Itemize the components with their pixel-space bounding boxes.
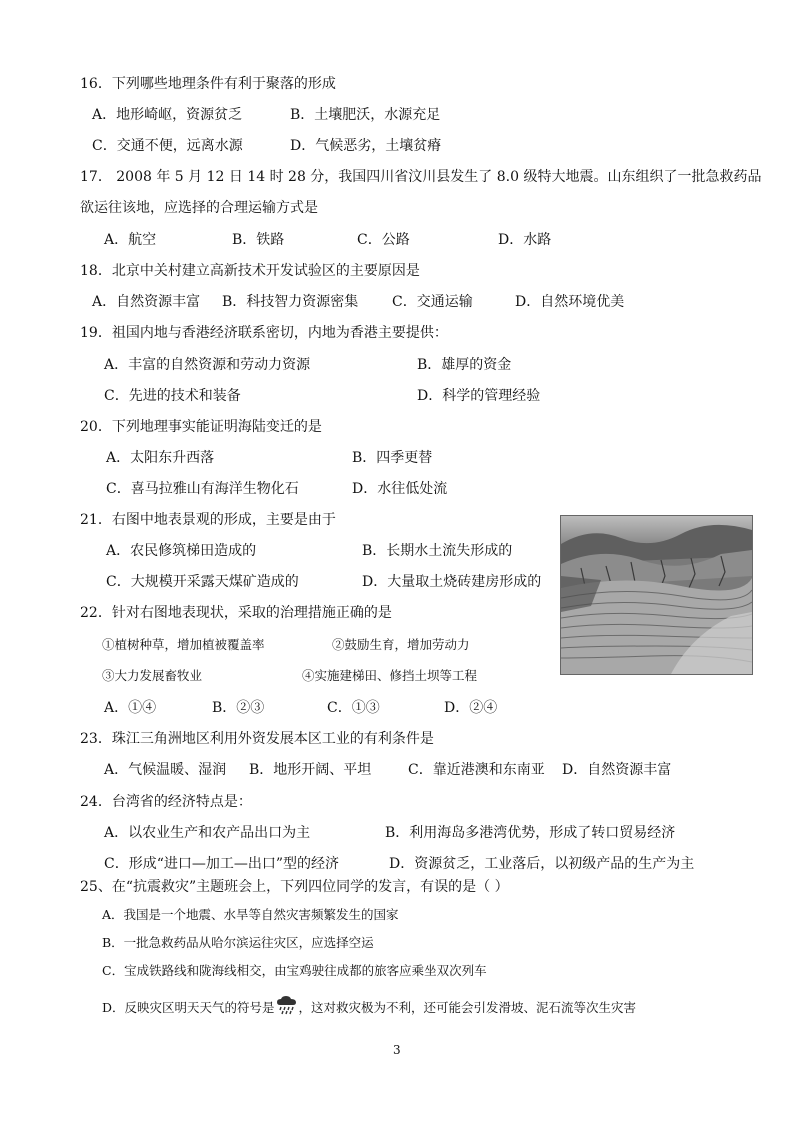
question-24-stem: 24．台湾省的经济特点是： — [80, 794, 252, 810]
question-16-stem: 16．下列哪些地理条件有利于聚落的形成 — [80, 76, 336, 92]
question-21-stem: 21．右图中地表景观的形成，主要是由于 — [80, 512, 336, 528]
q22-measure-4: ④实施建梯田、修挡土坝等工程 — [302, 668, 478, 683]
q25-option-b: B．一批急救药品从哈尔滨运往灾区，应选择空运 — [102, 935, 374, 950]
q21-option-a: A．农民修筑梯田造成的 — [106, 543, 257, 559]
question-19-stem: 19．祖国内地与香港经济联系密切，内地为香港主要提供： — [80, 325, 448, 341]
q24-option-d: D．资源贫乏，工业落后，以初级产品的生产为主 — [389, 856, 695, 872]
q23-option-d: D．自然资源丰富 — [562, 762, 672, 778]
q16-option-c: C．交通不便，远离水源 — [92, 138, 243, 154]
eroded-landscape-photo — [560, 515, 753, 675]
q19-option-d: D．科学的管理经验 — [417, 388, 541, 404]
question-25-stem: 25、在“抗震救灾”主题班会上，下列四位同学的发言，有误的是（ ） — [80, 879, 509, 895]
question-17-stem-line1: 17． 2008 年 5 月 12 日 14 时 28 分，我国四川省汶川县发生了 8.0 级特大地震。山东组织了一批急救药品 — [80, 169, 762, 185]
q21-option-c: C．大规模开采露天煤矿造成的 — [106, 574, 299, 590]
q24-option-c: C．形成“进口—加工—出口”型的经济 — [104, 856, 340, 872]
q18-option-d: D．自然环境优美 — [515, 294, 625, 310]
q19-option-a: A．丰富的自然资源和劳动力资源 — [104, 357, 311, 373]
q19-option-c: C．先进的技术和装备 — [104, 388, 241, 404]
q25-option-d-after: ，这对救灾极为不利，还可能会引发滑坡、泥石流等次生灾害 — [298, 1000, 637, 1015]
q18-option-c: C．交通运输 — [392, 294, 473, 310]
page-number: 3 — [393, 1043, 401, 1057]
q22-measure-1: ①植树种草，增加植被覆盖率 — [102, 637, 265, 652]
q21-option-d: D．大量取土烧砖建房形成的 — [362, 574, 542, 590]
q25-option-d-before: D．反映灾区明天天气的符号是 — [102, 1000, 275, 1015]
q24-option-b: B．利用海岛多港湾优势，形成了转口贸易经济 — [385, 825, 676, 841]
q25-option-c: C．宝成铁路线和陇海线相交，由宝鸡驶往成都的旅客应乘坐双次列车 — [102, 963, 487, 978]
q20-option-c: C．喜马拉雅山有海洋生物化石 — [106, 481, 299, 497]
q22-option-a: A．①④ — [104, 700, 157, 716]
q22-option-c: C．①③ — [327, 700, 380, 716]
question-18-stem: 18．北京中关村建立高新技术开发试验区的主要原因是 — [80, 263, 420, 279]
q22-option-b: B．②③ — [212, 700, 265, 716]
q18-option-a: A．自然资源丰富 — [92, 294, 201, 310]
q17-option-b: B．铁路 — [232, 232, 285, 248]
q16-option-d: D．气候恶劣，土壤贫瘠 — [290, 138, 442, 154]
q16-option-a: A．地形崎岖，资源贫乏 — [92, 107, 243, 123]
q18-option-b: B．科技智力资源密集 — [222, 294, 359, 310]
q20-option-b: B．四季更替 — [352, 450, 433, 466]
q21-option-b: B．长期水土流失形成的 — [362, 543, 513, 559]
q22-measure-2: ②鼓励生育，增加劳动力 — [332, 637, 470, 652]
q17-option-a: A．航空 — [104, 232, 157, 248]
q16-option-b: B．土壤肥沃，水源充足 — [290, 107, 441, 123]
q25-option-a: A．我国是一个地震、水旱等自然灾害频繁发生的国家 — [102, 907, 399, 922]
q22-measure-3: ③大力发展畜牧业 — [102, 668, 203, 683]
q19-option-b: B．雄厚的资金 — [417, 357, 512, 373]
q22-option-d: D．②④ — [444, 700, 498, 716]
thunderstorm-rain-icon — [276, 995, 298, 1020]
q20-option-a: A．太阳东升西落 — [106, 450, 215, 466]
question-22-stem: 22．针对右图地表现状，采取的治理措施正确的是 — [80, 605, 392, 621]
q23-option-a: A．气候温暖、湿润 — [104, 762, 227, 778]
q20-option-d: D．水往低处流 — [352, 481, 448, 497]
question-20-stem: 20．下列地理事实能证明海陆变迁的是 — [80, 419, 322, 435]
question-23-stem: 23．珠江三角洲地区利用外资发展本区工业的有利条件是 — [80, 731, 434, 747]
q17-option-c: C．公路 — [357, 232, 410, 248]
q23-option-b: B．地形开阔、平坦 — [249, 762, 372, 778]
q23-option-c: C．靠近港澳和东南亚 — [408, 762, 545, 778]
q24-option-a: A．以农业生产和农产品出口为主 — [104, 825, 311, 841]
question-17-stem-line2: 欲运往该地，应选择的合理运输方式是 — [80, 200, 318, 216]
q25-option-d — [102, 995, 636, 1020]
q17-option-d: D．水路 — [498, 232, 552, 248]
